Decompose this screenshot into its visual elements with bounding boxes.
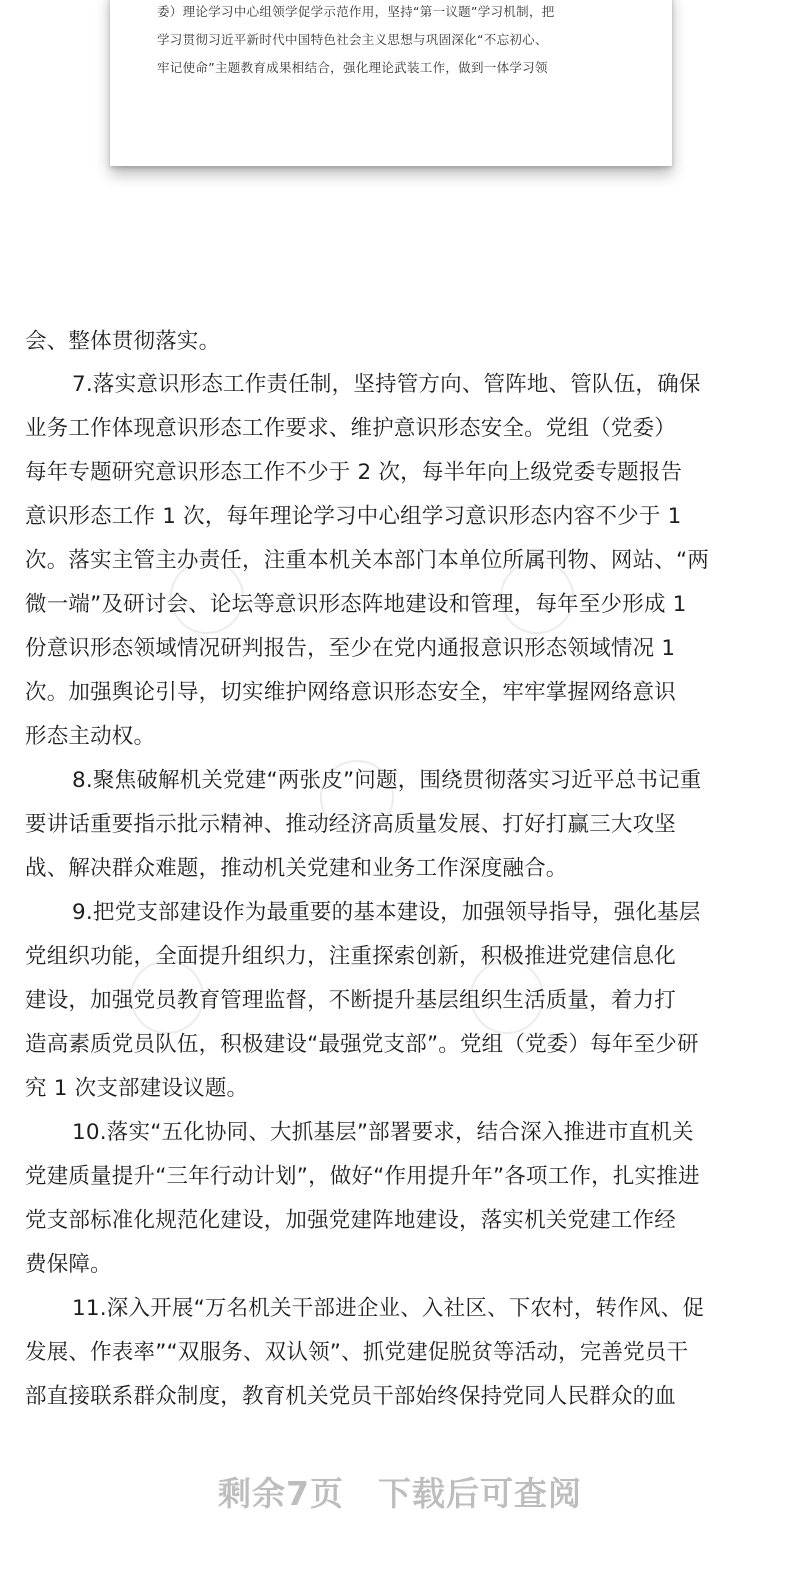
- preview-text-line: 委）理论学习中心组领学促学示范作用，坚持“第一议题”学习机制，把: [157, 4, 555, 19]
- preview-text-line: 学习贯彻习近平新时代中国特色社会主义思想与巩固深化“不忘初心、: [157, 32, 548, 47]
- paragraph-9-start: 9.把党支部建设作为最重要的基本建设，加强领导指导，强化基层: [72, 900, 701, 925]
- paragraph-8-start: 8.聚焦破解机关党建“两张皮”问题，围绕贯彻落实习近平总书记重: [72, 768, 702, 793]
- doc-line: 份意识形态领域情况研判报告，至少在党内通报意识形态领域情况 1: [25, 636, 676, 661]
- paragraph-7-start: 7.落实意识形态工作责任制，坚持管方向、管阵地、管队伍，确保: [72, 372, 701, 397]
- doc-line: 党组织功能，全面提升组织力，注重探索创新，积极推进党建信息化: [25, 944, 677, 969]
- doc-line: 会、整体贯彻落实。: [25, 329, 221, 354]
- doc-line: 形态主动权。: [25, 724, 156, 749]
- doc-line: 业务工作体现意识形态工作要求、维护意识形态安全。党组（党委）: [25, 416, 677, 441]
- download-banner[interactable]: [0, 1468, 800, 1515]
- doc-line: 费保障。: [25, 1252, 112, 1277]
- doc-line: 每年专题研究意识形态工作不少于 2 次，每半年向上级党委专题报告: [25, 460, 683, 485]
- doc-line: 微一端”及研讨会、论坛等意识形态阵地建设和管理，每年至少形成 1: [25, 592, 687, 617]
- doc-line: 次。落实主管主办责任，注重本机关本部门本单位所属刊物、网站、“两: [25, 548, 710, 573]
- paragraph-11-start: 11.深入开展“万名机关干部进企业、入社区、下农村，转作风、促: [72, 1296, 705, 1321]
- previous-page-preview: [110, 0, 672, 166]
- remaining-pages-label[interactable]: 剩余7页: [218, 1474, 344, 1513]
- doc-line: 造高素质党员队伍，积极建设“最强党支部”。党组（党委）每年至少研: [25, 1032, 699, 1057]
- doc-line: 意识形态工作 1 次，每年理论学习中心组学习意识形态内容不少于 1: [25, 504, 682, 529]
- doc-line: 党建质量提升“三年行动计划”，做好“作用提升年”各项工作，扎实推进: [25, 1164, 700, 1189]
- doc-line: 发展、作表率”“双服务、双认领”、抓党建促脱贫等活动，完善党员干: [25, 1340, 689, 1365]
- paragraph-10-start: 10.落实“五化协同、大抓基层”部署要求，结合深入推进市直机关: [72, 1120, 694, 1145]
- doc-line: 要讲话重要指示批示精神、推动经济高质量发展、打好打赢三大攻坚: [25, 812, 677, 837]
- doc-line: 党支部标准化规范化建设，加强党建阵地建设，落实机关党建工作经: [25, 1208, 677, 1233]
- download-hint-label[interactable]: 下载后可查阅: [377, 1474, 582, 1513]
- preview-text-line: 牢记使命”主题教育成果相结合，强化理论武装工作，做到一体学习领: [157, 60, 548, 75]
- doc-line: 部直接联系群众制度，教育机关党员干部始终保持党同人民群众的血: [25, 1384, 677, 1409]
- doc-line: 建设，加强党员教育管理监督，不断提升基层组织生活质量，着力打: [25, 988, 677, 1013]
- doc-line: 战、解决群众难题，推动机关党建和业务工作深度融合。: [25, 856, 568, 881]
- doc-line: 究 1 次支部建设议题。: [25, 1076, 249, 1101]
- doc-line: 次。加强舆论引导，切实维护网络意识形态安全，牢牢掌握网络意识: [25, 680, 677, 705]
